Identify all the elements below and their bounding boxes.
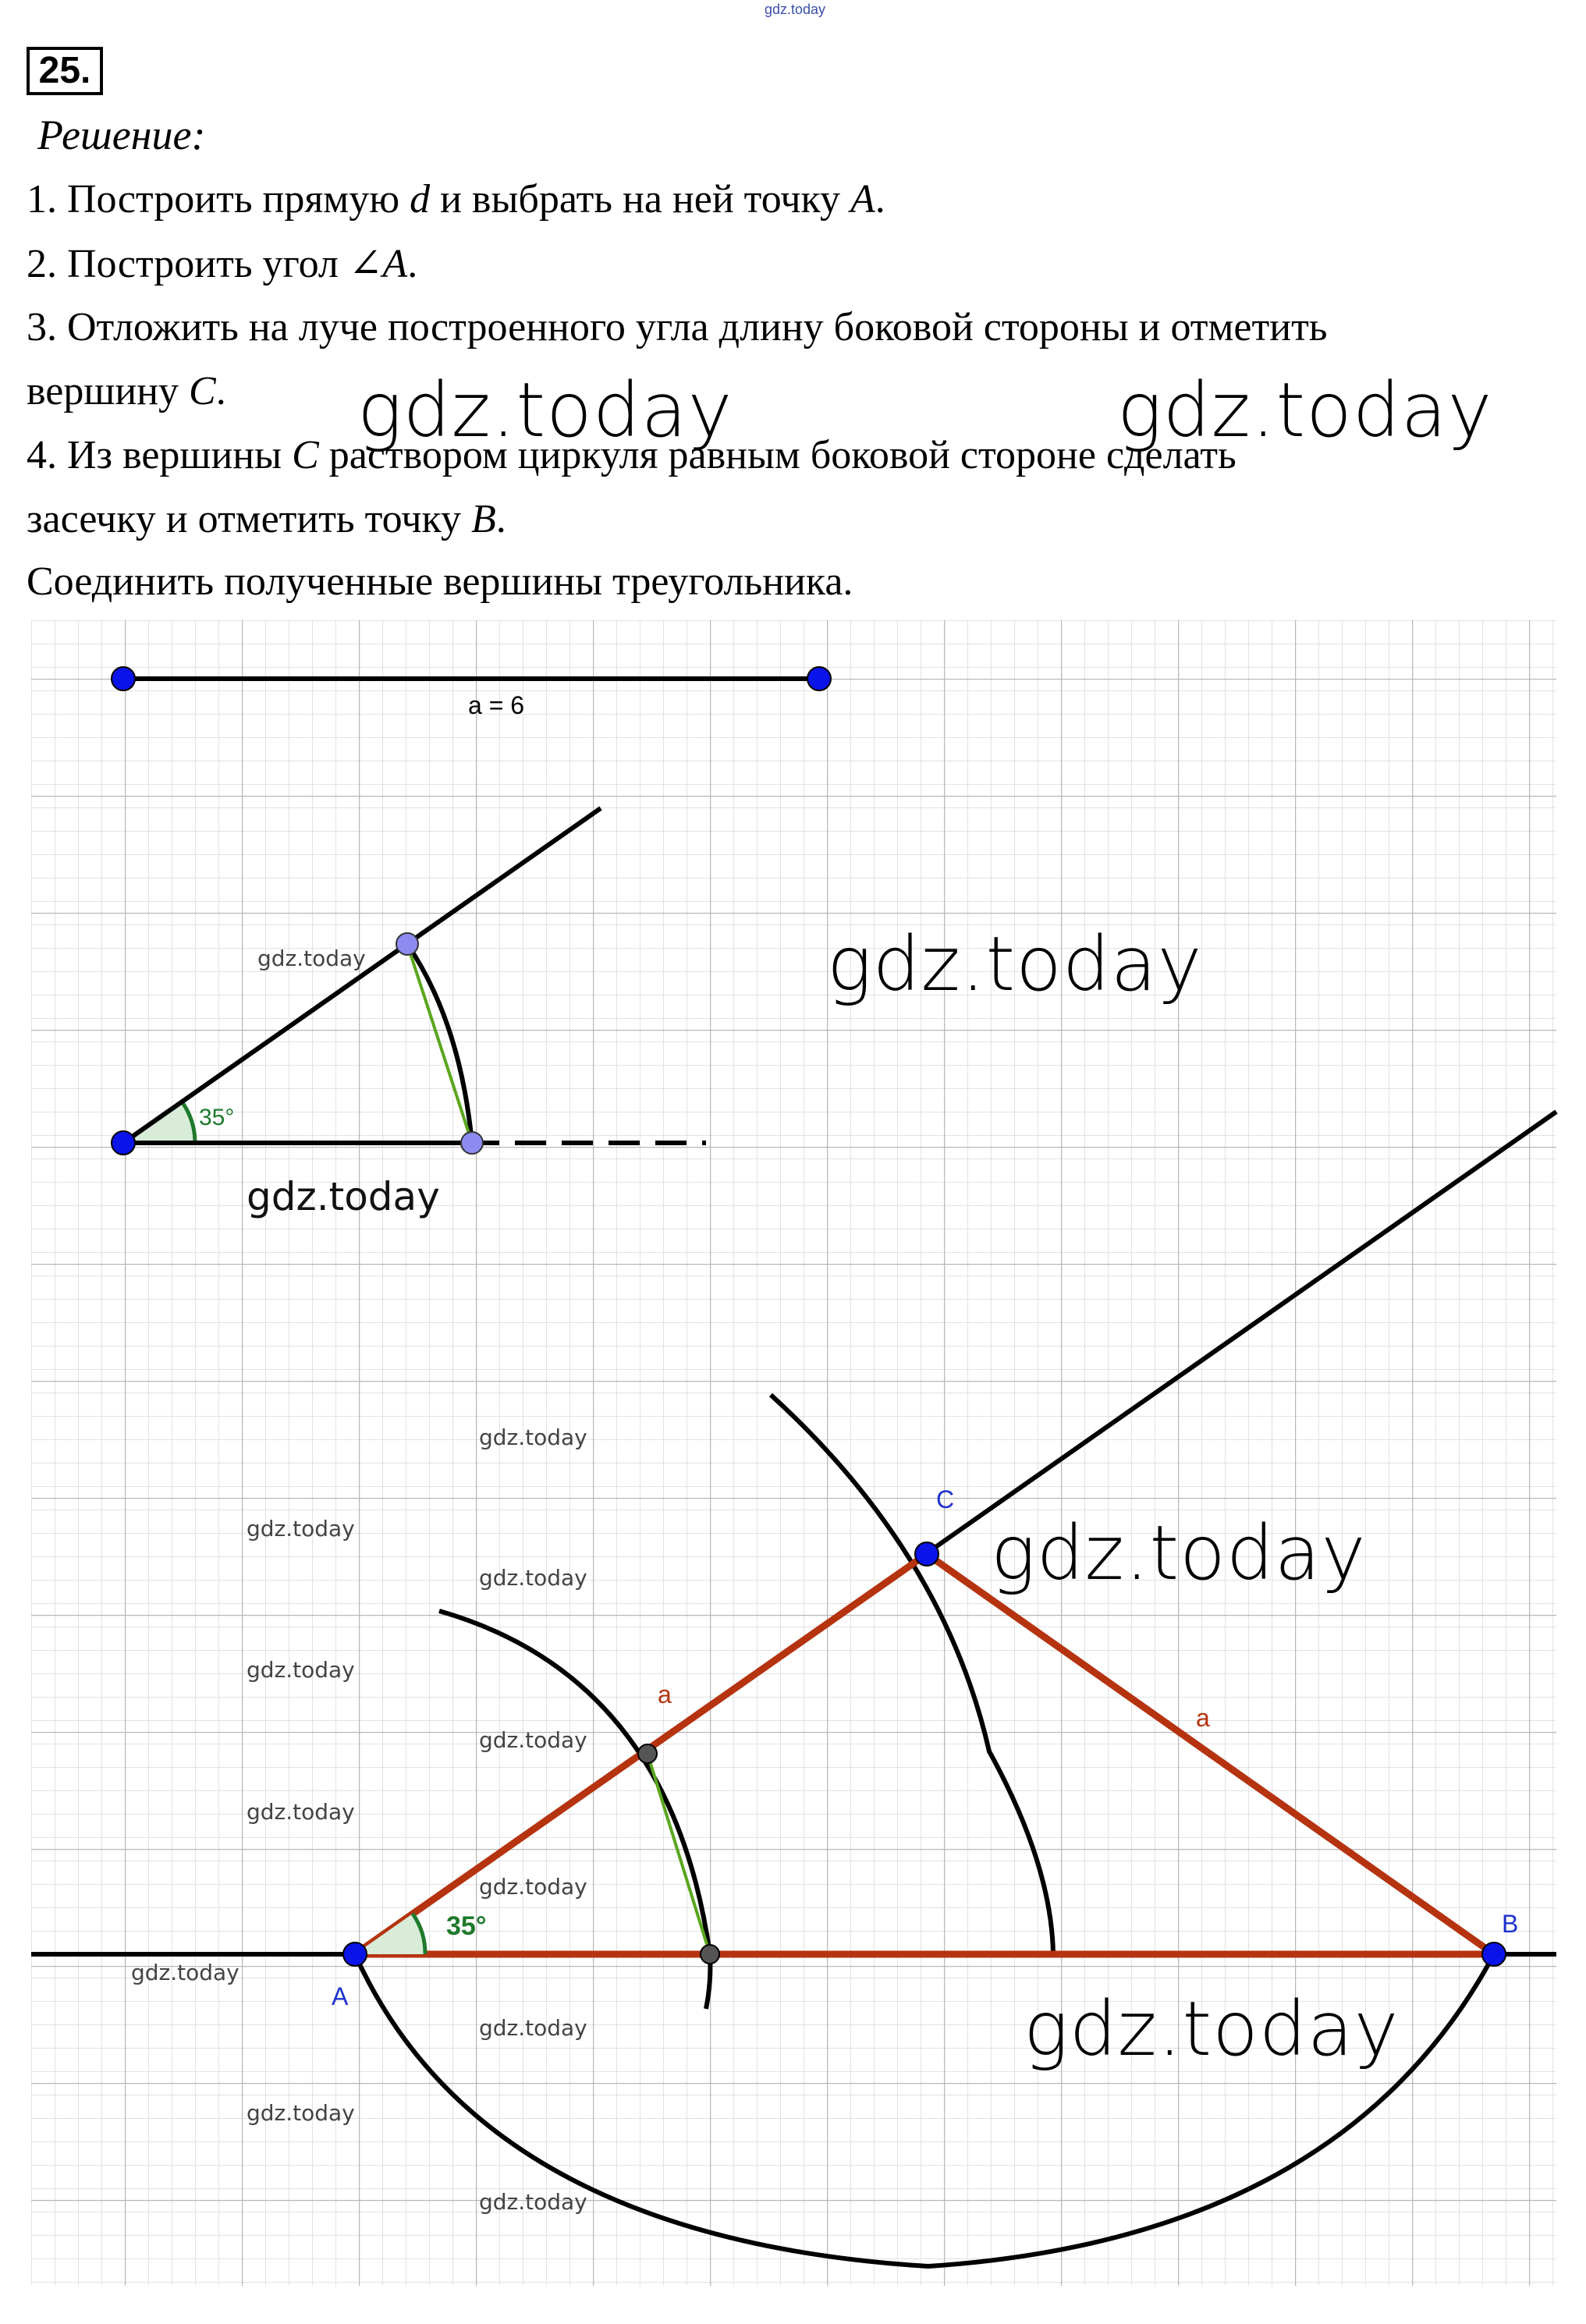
vertex-b xyxy=(1482,1943,1506,1966)
segment-a-label: a = 6 xyxy=(468,691,525,719)
watermark: gdz.today xyxy=(131,1960,239,1985)
side-cb-label: a xyxy=(1196,1704,1210,1732)
watermark: gdz.today xyxy=(247,1174,440,1219)
watermark: gdz.today xyxy=(247,1799,355,1825)
vertex-c xyxy=(915,1542,938,1566)
watermark: gdz.today xyxy=(1024,1985,1400,2073)
top-vertex-point xyxy=(112,1131,135,1155)
step-3-line-2: вершину C. xyxy=(27,369,226,413)
segment-a-end-point xyxy=(807,667,831,690)
vertex-a xyxy=(343,1943,367,1966)
step-5: Соединить полученные вершины треугольника. xyxy=(27,559,853,604)
watermark: gdz.today xyxy=(991,1510,1367,1597)
segment-a-start-point xyxy=(112,667,135,690)
watermark: gdz.today xyxy=(479,1727,587,1753)
bottom-angle-label: 35° xyxy=(446,1911,487,1941)
step-2: 2. Построить угол ∠A. xyxy=(27,242,418,286)
side-ac-label: a xyxy=(658,1680,672,1708)
top-angle-label: 35° xyxy=(199,1105,235,1130)
watermark: gdz.today xyxy=(479,1565,587,1591)
intersection-point-ab xyxy=(701,1945,719,1964)
intersection-point-ac xyxy=(638,1744,657,1763)
vertex-c-label: C xyxy=(936,1485,955,1513)
vertex-a-label: A xyxy=(332,1982,349,2010)
watermark: gdz.today xyxy=(357,367,733,454)
watermark: gdz.today xyxy=(479,1425,587,1450)
watermark: gdz.today xyxy=(247,1657,355,1683)
watermark: gdz.today xyxy=(247,1516,355,1542)
watermark: gdz.today xyxy=(257,946,366,971)
watermark: gdz.today xyxy=(479,2189,587,2215)
watermark: gdz.today xyxy=(827,921,1203,1008)
top-base-point xyxy=(461,1132,483,1154)
watermark: gdz.today xyxy=(1117,367,1493,454)
watermark: gdz.today xyxy=(247,2100,355,2126)
solution-label: Решение: xyxy=(37,112,206,158)
watermark: gdz.today xyxy=(479,1874,587,1900)
top-ray-point xyxy=(396,933,418,955)
step-1: 1. Построить прямую d и выбрать на ней точку A. xyxy=(27,177,885,222)
watermark: gdz.today xyxy=(479,2015,587,2041)
step-3-line-1: 3. Отложить на луче построенного угла длину боковой стороны и отметить xyxy=(27,305,1328,349)
step-4-line-1: 4. Из вершины C раствором циркуля равным боковой стороне сделать xyxy=(27,433,1237,477)
step-4-line-2: засечку и отметить точку B. xyxy=(27,497,506,541)
top-watermark: gdz.today xyxy=(765,2,826,17)
vertex-b-label: B xyxy=(1502,1910,1519,1938)
problem-number: 25. xyxy=(27,47,103,95)
